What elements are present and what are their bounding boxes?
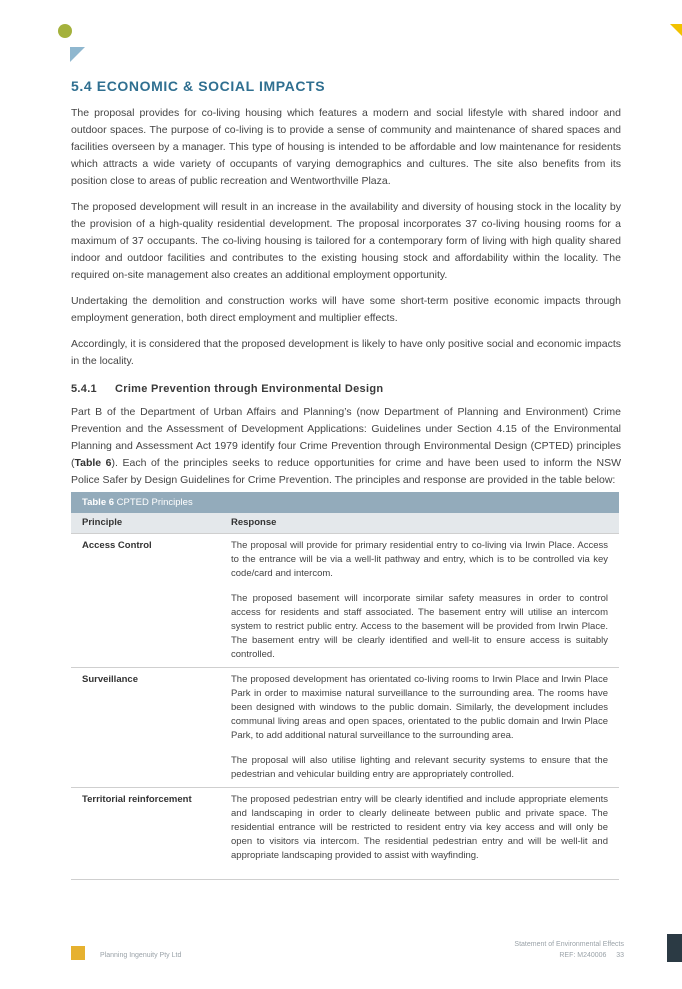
table-row-surveillance: [71, 668, 619, 788]
response-paragraph: The proposed development has orientated co-living rooms to Irwin Place and Irwin Place Park in order to maximise natural surveillance to the surrounding area. The rooms have been designed with windows to the public domain. Similarly, the development includes communal living areas and open spaces, orientated to the public domain and Irwin Place Park, to add additional natural surveillance to the surrounding area.: [231, 674, 608, 741]
principle-cell: Territorial reinforcement: [82, 794, 192, 805]
response-paragraph: The proposed basement will incorporate similar safety measures in order to control access for residents and staff associated. The basement entry will utilise an intercom system to restrict public entry. Access to the basement will be provided from Irwin Place. The basement entry will be clearly identified and well-lit to ensure access is suitably controlled.: [231, 593, 608, 660]
decorative-triangle: [70, 47, 85, 62]
footer-reference: [559, 952, 624, 959]
response-cell: [231, 539, 619, 664]
footer-company: Planning Ingenuity Pty Ltd: [100, 952, 182, 959]
table-caption: [71, 492, 619, 513]
table-row-access-control: [71, 534, 619, 668]
table-reference-link[interactable]: Table 6: [74, 457, 112, 469]
footer-logo-square: [71, 946, 85, 960]
section-body: [71, 105, 621, 498]
subsection-title: Crime Prevention through Environmental Design: [115, 383, 384, 395]
page-number: 33: [616, 952, 624, 959]
header-response: Response: [231, 517, 277, 528]
principle-cell: Surveillance: [82, 674, 138, 685]
cpted-table: [71, 492, 619, 880]
table-row-territorial-reinforcement: [71, 788, 619, 880]
section-heading: 5.4 ECONOMIC & SOCIAL IMPACTS: [71, 78, 326, 94]
footer-page-tab: [667, 934, 682, 962]
decorative-circle: [58, 24, 72, 38]
subsection-heading: [71, 383, 621, 395]
cpted-paragraph: [71, 404, 621, 489]
footer-document-title: Statement of Environmental Effects: [514, 941, 624, 948]
principle-cell: Access Control: [82, 540, 152, 551]
response-paragraph: The proposal will also utilise lighting and relevant security systems to ensure that the pedestrian and vehicular building entry are appropriately controlled.: [231, 755, 608, 780]
response-paragraph: The proposal will provide for primary residential entry to co-living via Irwin Place. Access to the entrance will be via a well-lit pathway and entry, which is to be controlled via key code/card and intercom.: [231, 540, 608, 579]
decorative-corner-tab: [670, 24, 682, 36]
header-principle: Principle: [82, 517, 123, 528]
table-caption-text: CPTED Principles: [114, 497, 193, 508]
paragraph-3: Undertaking the demolition and construction works will have some short-term positive economic impacts through employment generation, both direct employment and multiplier effects.: [71, 295, 621, 324]
response-paragraph: The proposed pedestrian entry will be clearly identified and include appropriate elements and landscaping in order to clearly delineate between public and private space. The residential entrance will be restricted to resident entry via key access and will only be open to visitors via intercom. The residential pedestrian entry and will be well-lit and appropriate landscaping provided to assist with wayfinding.: [231, 794, 608, 861]
subsection-number: 5.4.1: [71, 383, 97, 395]
response-cell: [231, 793, 619, 865]
cpted-text-after: ). Each of the principles seeks to reduce opportunities for crime and have been used to inform the NSW Police Safer by Design Guidelines for Crime Prevention. The principles and response are provided in the table below:: [71, 457, 621, 486]
paragraph-1: The proposal provides for co-living housing which features a modern and social lifestyle with shared indoor and outdoor spaces. The purpose of co-living is to provide a sense of community and maintenance of shared spaces and facilities overseen by a manager. This type of housing is intended to be affordable and low maintenance for residents which attracts a wide variety of occupants of varying demographics and cultures. The site also benefits from its position close to areas of public recreation and Wentworthville Plaza.: [71, 107, 621, 187]
response-cell: [231, 673, 619, 784]
paragraph-2: The proposed development will result in an increase in the availability and diversity of housing stock in the locality by the provision of a high-quality residential development. The proposal incorporates 37 co-living housing rooms for a maximum of 37 occupants. The co-living housing is tailored for a contemporary form of living with high quality shared indoor and outdoor facilities and contributes to the existing housing stock and affordability within the locality. The required on-site management also creates an additional employment opportunity.: [71, 201, 621, 281]
footer-ref-code: REF: M240006: [559, 952, 607, 959]
table-caption-label: Table 6: [82, 497, 115, 508]
cpted-text-before: Part B of the Department of Urban Affairs and Planning’s (now Department of Planning and Environment) Crime Prevention and the Assessment of Development Applications: Guidelines under Section 4.15 of the Environmental Planning and Assessment Act 1979 identify four Crime Prevention through Environmental Design (CPTED) principles (: [71, 406, 621, 469]
table-header-row: [71, 513, 619, 534]
paragraph-4: Accordingly, it is considered that the proposed development is likely to have only positive social and economic impacts in the locality.: [71, 338, 621, 367]
